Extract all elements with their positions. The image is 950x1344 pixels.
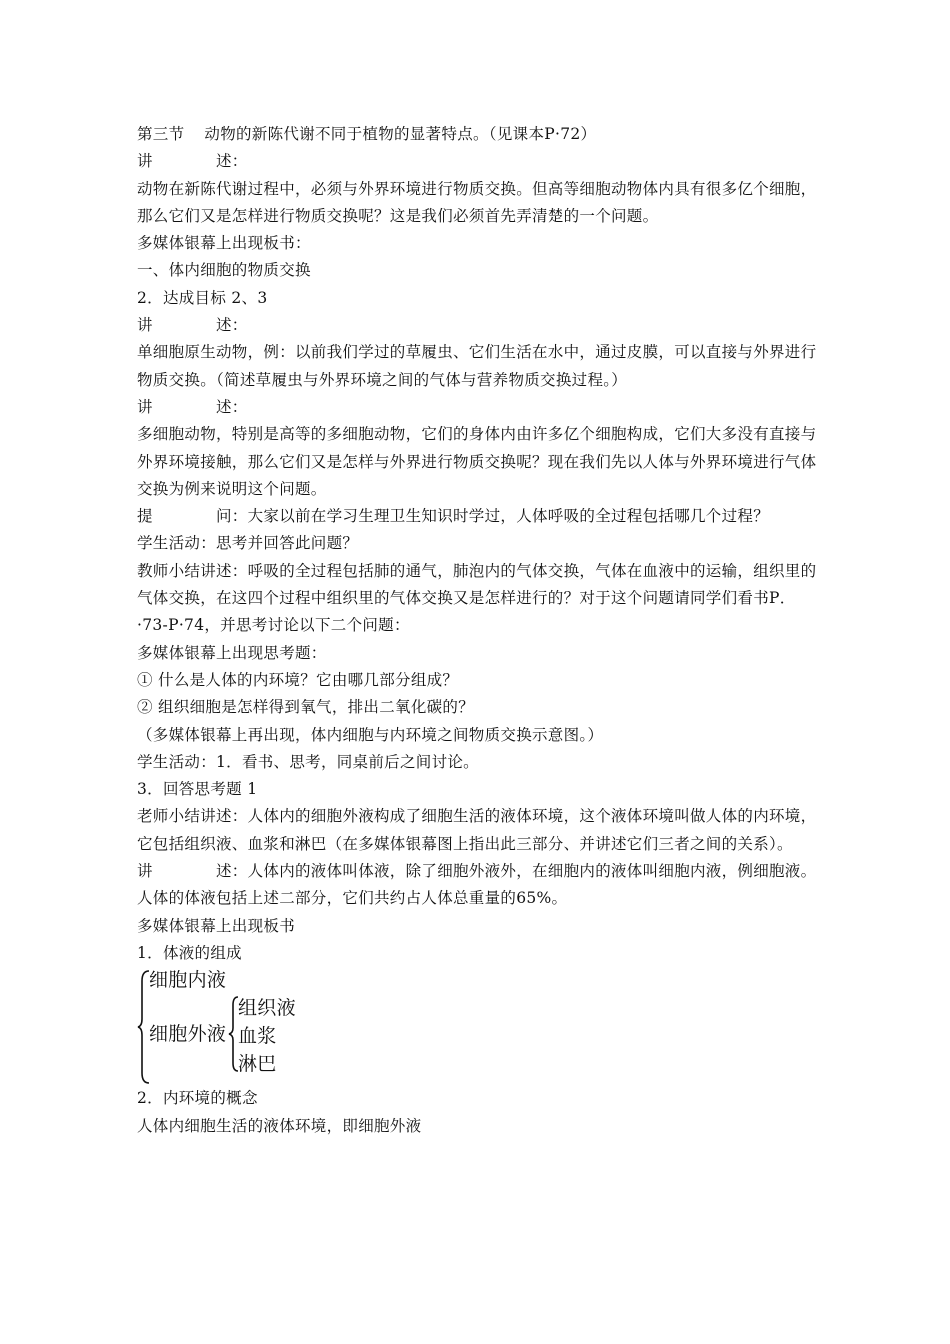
paragraph-question <box>137 503 817 530</box>
paragraph-goal: 2．达成目标 2、3 <box>137 288 268 307</box>
inner-brace <box>229 997 238 1071</box>
paragraph-board-3: 多媒体银幕上出现板书 <box>137 916 296 935</box>
body-fluid-text: 人体内的液体叫体液，除了细胞外液外，在细胞内的液体叫细胞内液，例细胞液。人体的体液包括上述二部分，它们共约占人体总重量的65%。 <box>137 862 817 908</box>
section-label: 第三节 <box>137 125 185 143</box>
section-title-text: 动物的新陈代谢不同于植物的显著特点。（见课本P·72） <box>204 125 597 143</box>
section-title <box>137 121 817 148</box>
paragraph-board-2: 多媒体银幕上出现思考题： <box>137 643 327 662</box>
outer-brace <box>138 971 149 1083</box>
paragraph-teacher-summary-1: 教师小结讲述：呼吸的全过程包括肺的通气，肺泡内的气体交换，气体在血液中的运输，组织里的气体交换，在这四个过程中组织里的气体交换又是怎样进行的？对于这个问题请同学们看书P．·73-P·74，并思考讨论以下二个问题： <box>137 561 817 635</box>
paragraph-body-fluid <box>137 858 817 913</box>
tissue-fluid-label: 组织液 <box>238 997 296 1020</box>
extracellular-fluid-label: 细胞外液 <box>149 1023 227 1046</box>
question-2: ② 组织细胞是怎样得到氧气，排出二氧化碳的？ <box>137 698 475 717</box>
intracellular-fluid-label: 细胞内液 <box>149 969 227 992</box>
paragraph-screen-note: （多媒体银幕上再出现，体内细胞与内环境之间物质交换示意图。） <box>137 725 604 744</box>
paragraph-unicellular: 单细胞原生动物，例：以前我们学过的草履虫、它们生活在水中，通过皮膜，可以直接与外界进行物质交换。（简述草履虫与外界环境之间的气体与营养物质交换过程。） <box>137 343 817 389</box>
question-text: 大家以前在学习生理卫生知识时学过，人体呼吸的全过程包括哪几个过程？ <box>247 507 770 526</box>
body-fluid-diagram <box>137 969 337 1085</box>
heading-composition: 1．体液的组成 <box>137 943 242 962</box>
lymph-label: 淋巴 <box>238 1053 277 1076</box>
question-label: 提 问： <box>137 507 248 526</box>
heading-material-exchange: 一、体内细胞的物质交换 <box>137 261 311 280</box>
question-1: ① 什么是人体的内环境？它由哪几部分组成？ <box>137 670 459 689</box>
lecture-label: 讲 述： <box>137 152 248 171</box>
paragraph-intro: 动物在新陈代谢过程中，必须与外界环境进行物质交换。但高等细胞动物体内具有很多亿个细胞，那么它们又是怎样进行物质交换呢？这是我们必须首先弄清楚的一个问题。 <box>137 179 817 225</box>
paragraph-internal-environment: 人体内细胞生活的液体环境，即细胞外液 <box>137 1116 422 1135</box>
paragraph-multicellular: 多细胞动物，特别是高等的多细胞动物，它们的身体内由许多亿个细胞构成，它们大多没有直接与外界环境接触，那么它们又是怎样与外界进行物质交换呢？现在我们先以人体与外界环境进行气体交换为例来说明这个问题。 <box>137 425 817 498</box>
lecture-label: 讲 述： <box>137 316 248 335</box>
lesson-content <box>137 121 817 1140</box>
paragraph-answer-heading: 3．回答思考题 1 <box>137 780 258 799</box>
paragraph-teacher-summary-2: 老师小结讲述：人体内的细胞外液构成了细胞生活的液体环境，这个液体环境叫做人体的内环境，它包括组织液、血浆和淋巴（在多媒体银幕图上指出此三部分、并讲述它们三者之间的关系）。 <box>137 807 817 853</box>
paragraph-student-activity-1: 学生活动：思考并回答此问题？ <box>137 534 359 553</box>
lecture-label: 讲 述： <box>137 862 248 881</box>
paragraph-board-1: 多媒体银幕上出现板书： <box>137 234 311 253</box>
paragraph-student-activity-2: 学生活动：1．看书、思考，同桌前后之间讨论。 <box>137 752 479 771</box>
plasma-label: 血浆 <box>238 1025 277 1048</box>
lecture-label: 讲 述： <box>137 397 248 416</box>
heading-internal-environment: 2．内环境的概念 <box>137 1089 258 1108</box>
